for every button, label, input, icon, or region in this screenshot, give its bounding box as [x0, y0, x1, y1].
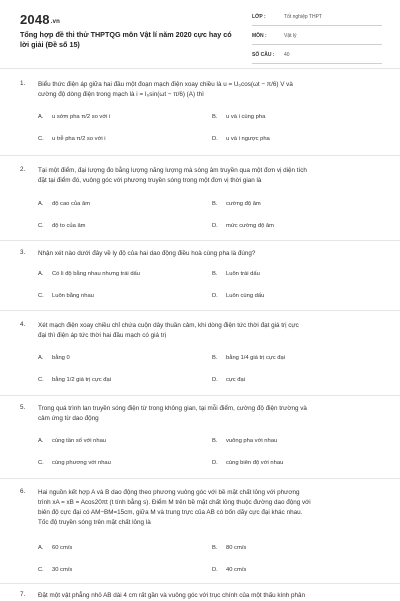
page-title: Tổng hợp đề thi thử THPTQG môn Vật lí năm 2020 cực hay có lời giải (Đề số 15) — [20, 30, 232, 49]
question-line: Nhận xét nào dưới đây về ly độ của hai dao động điều hoà cùng pha là đúng? — [38, 250, 256, 257]
option-letter: B. — [212, 545, 218, 551]
option-letter: A. — [38, 271, 44, 277]
question-line: Biểu thức điện áp giữa hai đầu một đoạn mạch điện xoay chiều là u = U₀cos(ωt − π/6) V và — [38, 81, 293, 88]
divider — [0, 240, 400, 241]
question-text — [38, 321, 378, 341]
option-letter: B. — [212, 114, 218, 120]
option-letter: C. — [38, 136, 44, 142]
option-letter: A. — [38, 545, 44, 551]
question-line: đại thì điện áp tức thời hai đầu mạch có giá trị — [38, 332, 167, 339]
option-a[interactable] — [38, 201, 90, 207]
option-letter: C. — [38, 567, 44, 573]
option-a[interactable] — [38, 545, 72, 551]
option-d[interactable] — [212, 567, 246, 573]
question-number: 3. — [20, 249, 26, 256]
question-line: trình xA = xB = Acos20πt (t tính bằng s). Điểm M trên bề mặt chất lỏng thuộc đường dao động với — [38, 499, 311, 506]
option-c[interactable] — [38, 136, 106, 142]
option-letter: D. — [212, 223, 218, 229]
page-header — [0, 0, 400, 64]
option-b[interactable] — [212, 545, 246, 551]
option-letter: D. — [212, 460, 218, 466]
option-letter: D. — [212, 136, 218, 142]
option-letter: C. — [38, 223, 44, 229]
question-line: cường độ dòng điện trong mạch là i = I₀sin(ωt − π/6) (A) thì — [38, 91, 204, 98]
option-a[interactable] — [38, 355, 70, 361]
option-letter: C. — [38, 460, 44, 466]
option-text: mức cường độ âm — [226, 223, 274, 229]
question-line: biên độ cực đại có AM−BM=15cm, giữa M và trung trực của AB có bốn dãy cực đại khác nhau. — [38, 509, 303, 516]
question-line: Xét mạch điện xoay chiều chỉ chứa cuộn dây thuần cảm, khi dòng điện tức thời đạt giá trị cực — [38, 322, 299, 329]
option-text: u và i cùng pha — [226, 114, 266, 120]
option-text: bằng 0 — [52, 355, 70, 361]
divider — [0, 583, 400, 584]
question-text — [38, 404, 378, 424]
option-a[interactable] — [38, 114, 110, 120]
option-text: cực đại — [226, 377, 246, 383]
meta-row-class — [252, 12, 382, 26]
question-line: Đặt một vật phẳng nhỏ AB dài 4 cm rất gần và vuông góc với trục chính của một thấu kính phân — [38, 592, 306, 599]
option-b[interactable] — [212, 355, 285, 361]
question-number: 1. — [20, 80, 26, 87]
divider — [0, 478, 400, 479]
exam-meta — [252, 12, 382, 69]
question-line: cảm ứng từ dao động — [38, 415, 99, 422]
option-letter: A. — [38, 114, 44, 120]
divider — [0, 395, 400, 396]
question-text — [38, 249, 378, 259]
meta-label: LỚP : — [252, 14, 266, 20]
option-d[interactable] — [212, 377, 245, 383]
option-text: u sớm pha π/2 so với i — [52, 114, 111, 120]
meta-value: Vật lý — [284, 33, 297, 39]
option-text: 60 cm/s — [52, 545, 73, 551]
option-text: cùng phương với nhau — [52, 460, 111, 466]
option-text: Luôn trái dấu — [226, 271, 260, 277]
option-text: cùng biên độ với nhau — [226, 460, 284, 466]
option-c[interactable] — [38, 567, 72, 573]
question-text — [38, 488, 378, 528]
option-text: 80 cm/s — [226, 545, 247, 551]
question-number: 4. — [20, 321, 26, 328]
logo-suffix: .vn — [50, 19, 61, 25]
question-text — [38, 80, 378, 100]
option-letter: B. — [212, 201, 218, 207]
question-number: 7. — [20, 591, 26, 598]
meta-row-subject — [252, 31, 382, 45]
meta-value: Tốt nghiệp THPT — [284, 14, 322, 20]
question-line: Tại một điểm, đại lượng đo bằng lượng năng lượng mà sóng âm truyền qua một đơn vị diện tích — [38, 167, 307, 174]
question-line: Hai nguồn kết hợp A và B dao động theo phương vuông góc với bề mặt chất lỏng với phương — [38, 489, 300, 496]
option-a[interactable] — [38, 438, 106, 444]
option-a[interactable] — [38, 271, 140, 277]
question-number: 5. — [20, 404, 26, 411]
option-text: Có li độ bằng nhau nhưng trái dấu — [52, 271, 141, 277]
option-text: bằng 1/2 giá trị cực đại — [52, 377, 111, 383]
option-text: cùng tần số với nhau — [52, 438, 107, 444]
option-letter: B. — [212, 271, 218, 277]
option-d[interactable] — [212, 460, 283, 466]
option-text: độ cao của âm — [52, 201, 91, 207]
question-line: đặt tại điểm đó, vuông góc với phương truyền sóng trong một đơn vị thời gian là — [38, 177, 262, 184]
option-text: độ to của âm — [52, 223, 86, 229]
option-b[interactable] — [212, 271, 260, 277]
option-letter: D. — [212, 377, 218, 383]
question-line: Tốc độ truyền sóng trên mặt chất lỏng là — [38, 519, 151, 526]
option-d[interactable] — [212, 223, 274, 229]
meta-row-count — [252, 50, 382, 64]
option-d[interactable] — [212, 293, 264, 299]
question-line: Trong quá trình lan truyền sóng điện từ trong không gian, tại mỗi điểm, cường độ điện trường và — [38, 405, 307, 412]
option-text: bằng 1/4 giá trị cực đại — [226, 355, 285, 361]
option-text: u trễ pha π/2 so với i — [52, 136, 106, 142]
option-b[interactable] — [212, 114, 265, 120]
option-letter: D. — [212, 567, 218, 573]
option-letter: B. — [212, 438, 218, 444]
option-letter: C. — [38, 377, 44, 383]
option-text: u và i ngược pha — [226, 136, 270, 142]
option-c[interactable] — [38, 223, 86, 229]
option-letter: D. — [212, 293, 218, 299]
option-text: Luôn cùng dấu — [226, 293, 265, 299]
option-b[interactable] — [212, 438, 277, 444]
option-b[interactable] — [212, 201, 261, 207]
meta-value: 40 — [284, 52, 290, 58]
option-text: cường độ âm — [226, 201, 261, 207]
option-d[interactable] — [212, 136, 270, 142]
option-letter: A. — [38, 201, 44, 207]
question-text — [38, 166, 378, 186]
option-letter: B. — [212, 355, 218, 361]
option-text: 30 cm/s — [52, 567, 73, 573]
option-c[interactable] — [38, 293, 94, 299]
question-number: 2. — [20, 166, 26, 173]
option-letter: C. — [38, 293, 44, 299]
option-c[interactable] — [38, 460, 111, 466]
divider — [0, 68, 400, 69]
option-letter: A. — [38, 438, 44, 444]
option-text: vuông pha với nhau — [226, 438, 278, 444]
option-text: 40 cm/s — [226, 567, 247, 573]
site-logo[interactable] — [20, 12, 60, 27]
option-c[interactable] — [38, 377, 111, 383]
logo-text: 2048 — [20, 12, 50, 27]
divider — [0, 155, 400, 156]
option-letter: A. — [38, 355, 44, 361]
question-number: 6. — [20, 488, 26, 495]
divider — [0, 310, 400, 311]
option-text: Luôn bằng nhau — [52, 293, 94, 299]
meta-label: SỐ CÂU : — [252, 52, 275, 58]
meta-label: MÔN : — [252, 33, 267, 39]
